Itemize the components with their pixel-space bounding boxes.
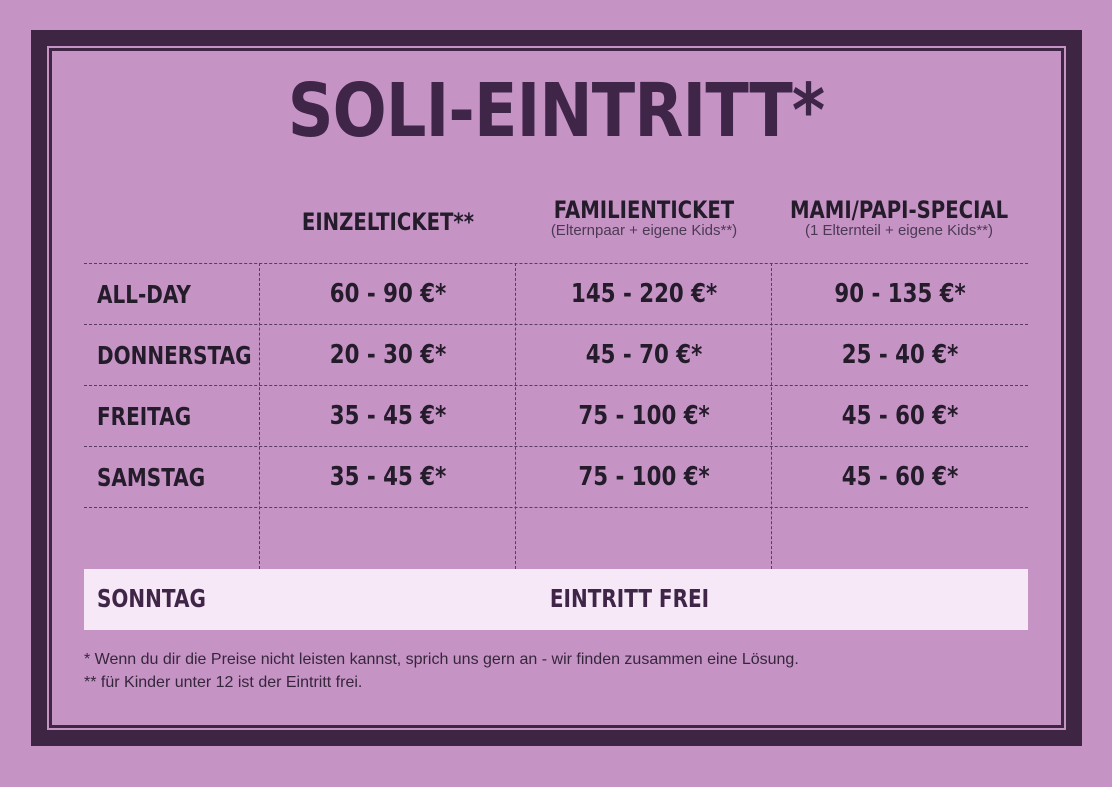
price-cell [516, 462, 772, 492]
row-label-sonntag: SONNTAG [97, 584, 206, 613]
footnote-kids-free: ** für Kinder unter 12 ist der Eintritt frei. [84, 674, 363, 691]
column-header-mami-papi-special [760, 196, 1038, 239]
column-header-familienticket [516, 196, 772, 239]
price-value: 75 - 100 €* [578, 462, 710, 492]
row-label-all-day: ALL-DAY [97, 280, 191, 309]
column-header-label: MAMI/PAPI-SPECIAL [789, 196, 1009, 224]
price-cell [516, 279, 772, 309]
price-value: 90 - 135 €* [834, 279, 966, 309]
price-cell [260, 340, 516, 370]
price-cell [516, 340, 772, 370]
table-divider [84, 507, 1028, 508]
footnote-price-hardship: * Wenn du dir die Preise nicht leisten kannst, sprich uns gern an - wir finden zusammen eine Lösung. [84, 651, 799, 668]
column-header-note: (Elternpaar + eigene Kids**) [550, 222, 738, 239]
price-value: 45 - 60 €* [841, 462, 959, 492]
row-label-samstag: SAMSTAG [97, 463, 206, 492]
price-cell [772, 401, 1028, 431]
price-value: 35 - 45 €* [329, 462, 447, 492]
price-cell [260, 279, 516, 309]
column-header-label: FAMILIENTICKET [553, 196, 735, 224]
price-value: 35 - 45 €* [329, 401, 447, 431]
price-value: 45 - 60 €* [841, 401, 959, 431]
price-value: 25 - 40 €* [841, 340, 959, 370]
sunday-free-entry [84, 584, 1112, 613]
column-header-einzelticket [260, 208, 516, 236]
price-value: 75 - 100 €* [578, 401, 710, 431]
price-cell [516, 401, 772, 431]
row-label-donnerstag: DONNERSTAG [97, 341, 252, 370]
price-value: 60 - 90 €* [329, 279, 447, 309]
price-cell [772, 462, 1028, 492]
price-cell [772, 340, 1028, 370]
row-label-freitag: FREITAG [97, 402, 192, 431]
column-header-note: (1 Elternteil + eigene Kids**) [804, 222, 994, 239]
price-cell [260, 462, 516, 492]
price-cell [772, 279, 1028, 309]
table-divider [84, 263, 1028, 264]
column-header-label: EINZELTICKET** [301, 208, 475, 236]
table-divider [84, 385, 1028, 386]
table-divider [84, 324, 1028, 325]
page-title: SOLI-EINTRITT* [287, 68, 825, 154]
price-value: 45 - 70 €* [585, 340, 703, 370]
table-divider [84, 446, 1028, 447]
sunday-value-text: EINTRITT FREI [549, 584, 709, 613]
price-cell [260, 401, 516, 431]
price-value: 145 - 220 €* [570, 279, 718, 309]
price-value: 20 - 30 €* [329, 340, 447, 370]
